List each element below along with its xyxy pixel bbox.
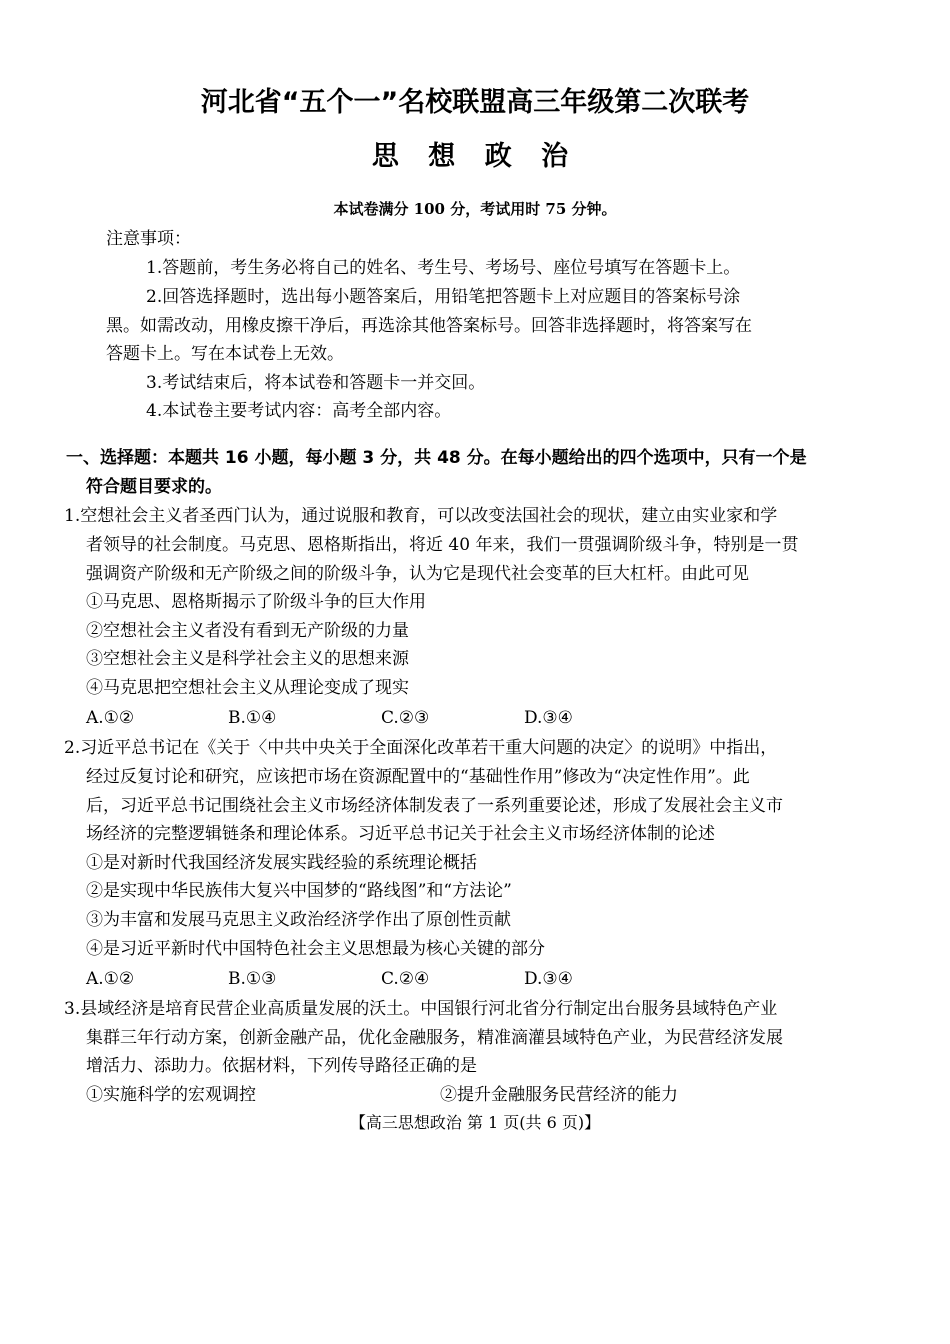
q1-option-d: D.③④ xyxy=(524,708,573,728)
q1-stem-line-3: 强调资产阶级和无产阶级之间的阶级斗争，认为它是现代社会变革的巨大杠杆。由此可见 xyxy=(86,564,749,584)
q2-statement-2: ②是实现中华民族伟大复兴中国梦的“路线图”和“方法论” xyxy=(86,881,512,901)
q1-statement-4: ④马克思把空想社会主义从理论变成了现实 xyxy=(86,678,409,698)
q3-stem-line-1: 3.县域经济是培育民营企业高质量发展的沃土。中国银行河北省分行制定出台服务县域特色产业 xyxy=(64,999,778,1019)
q1-option-b: B.①④ xyxy=(228,708,277,728)
q1-statement-2: ②空想社会主义者没有看到无产阶级的力量 xyxy=(86,621,409,641)
q1-option-a: A.①② xyxy=(86,708,135,728)
page-footer: 【高三思想政治 第 1 页(共 6 页)】 xyxy=(349,1113,601,1132)
q1-statement-1: ①马克思、恩格斯揭示了阶级斗争的巨大作用 xyxy=(86,592,426,612)
q1-stem-line-2: 者领导的社会制度。马克思、恩格斯指出，将近 40 年来，我们一贯强调阶级斗争，特别是一贯 xyxy=(86,535,799,555)
exam-info: 本试卷满分 100 分，考试用时 75 分钟。 xyxy=(333,200,617,218)
q2-option-a: A.①② xyxy=(86,969,135,989)
notes-item-2-line-1: 2.回答选择题时，选出每小题答案后，用铅笔把答题卡上对应题目的答案标号涂 xyxy=(146,287,741,307)
q2-option-d: D.③④ xyxy=(524,969,573,989)
q3-statement-2: ②提升金融服务民营经济的能力 xyxy=(440,1085,678,1105)
q2-stem-line-3: 后，习近平总书记围绕社会主义市场经济体制发表了一系列重要论述，形成了发展社会主义市 xyxy=(86,796,783,816)
q2-option-c: C.②④ xyxy=(381,969,430,989)
q3-stem-line-2: 集群三年行动方案，创新金融产品，优化金融服务，精准滴灌县域特色产业，为民营经济发展 xyxy=(86,1028,783,1048)
notes-item-2-line-2: 黑。如需改动，用橡皮擦干净后，再选涂其他答案标号。回答非选择题时，将答案写在 xyxy=(106,316,752,336)
q1-stem-line-1: 1.空想社会主义者圣西门认为，通过说服和教育，可以改变法国社会的现状，建立由实业家和学 xyxy=(64,506,778,526)
section-heading-line-2: 符合题目要求的。 xyxy=(86,477,222,497)
q3-stem-line-3: 增活力、添助力。依据材料，下列传导路径正确的是 xyxy=(86,1056,477,1076)
q2-stem-line-2: 经过反复讨论和研究，应该把市场在资源配置中的“基础性作用”修改为“决定性作用”。此 xyxy=(86,767,750,787)
subject-title: 思 想 政 治 xyxy=(371,141,579,172)
notes-heading: 注意事项： xyxy=(106,229,191,249)
notes-item-3: 3.考试结束后，将本试卷和答题卡一并交回。 xyxy=(146,373,486,393)
exam-title: 河北省“五个一”名校联盟高三年级第二次联考 xyxy=(200,87,750,118)
notes-item-4: 4.本试卷主要考试内容：高考全部内容。 xyxy=(146,401,452,421)
q2-statement-3: ③为丰富和发展马克思主义政治经济学作出了原创性贡献 xyxy=(86,910,511,930)
notes-item-1: 1.答题前，考生务必将自己的姓名、考生号、考场号、座位号填写在答题卡上。 xyxy=(146,258,741,278)
q2-option-b: B.①③ xyxy=(228,969,277,989)
q2-stem-line-4: 场经济的完整逻辑链条和理论体系。习近平总书记关于社会主义市场经济体制的论述 xyxy=(86,824,715,844)
notes-item-2-line-3: 答题卡上。写在本试卷上无效。 xyxy=(106,344,344,364)
q3-statement-1: ①实施科学的宏观调控 xyxy=(86,1085,256,1105)
q1-option-c: C.②③ xyxy=(381,708,430,728)
q2-stem-line-1: 2.习近平总书记在《关于〈中共中央关于全面深化改革若干重大问题的决定〉的说明》中指出， xyxy=(64,738,778,758)
q1-statement-3: ③空想社会主义是科学社会主义的思想来源 xyxy=(86,649,409,669)
section-heading-line-1: 一、选择题：本题共 16 小题，每小题 3 分，共 48 分。在每小题给出的四个选项中，只有一个是 xyxy=(66,448,807,468)
q2-statement-1: ①是对新时代我国经济发展实践经验的系统理论概括 xyxy=(86,853,477,873)
q2-statement-4: ④是习近平新时代中国特色社会主义思想最为核心关键的部分 xyxy=(86,939,545,959)
